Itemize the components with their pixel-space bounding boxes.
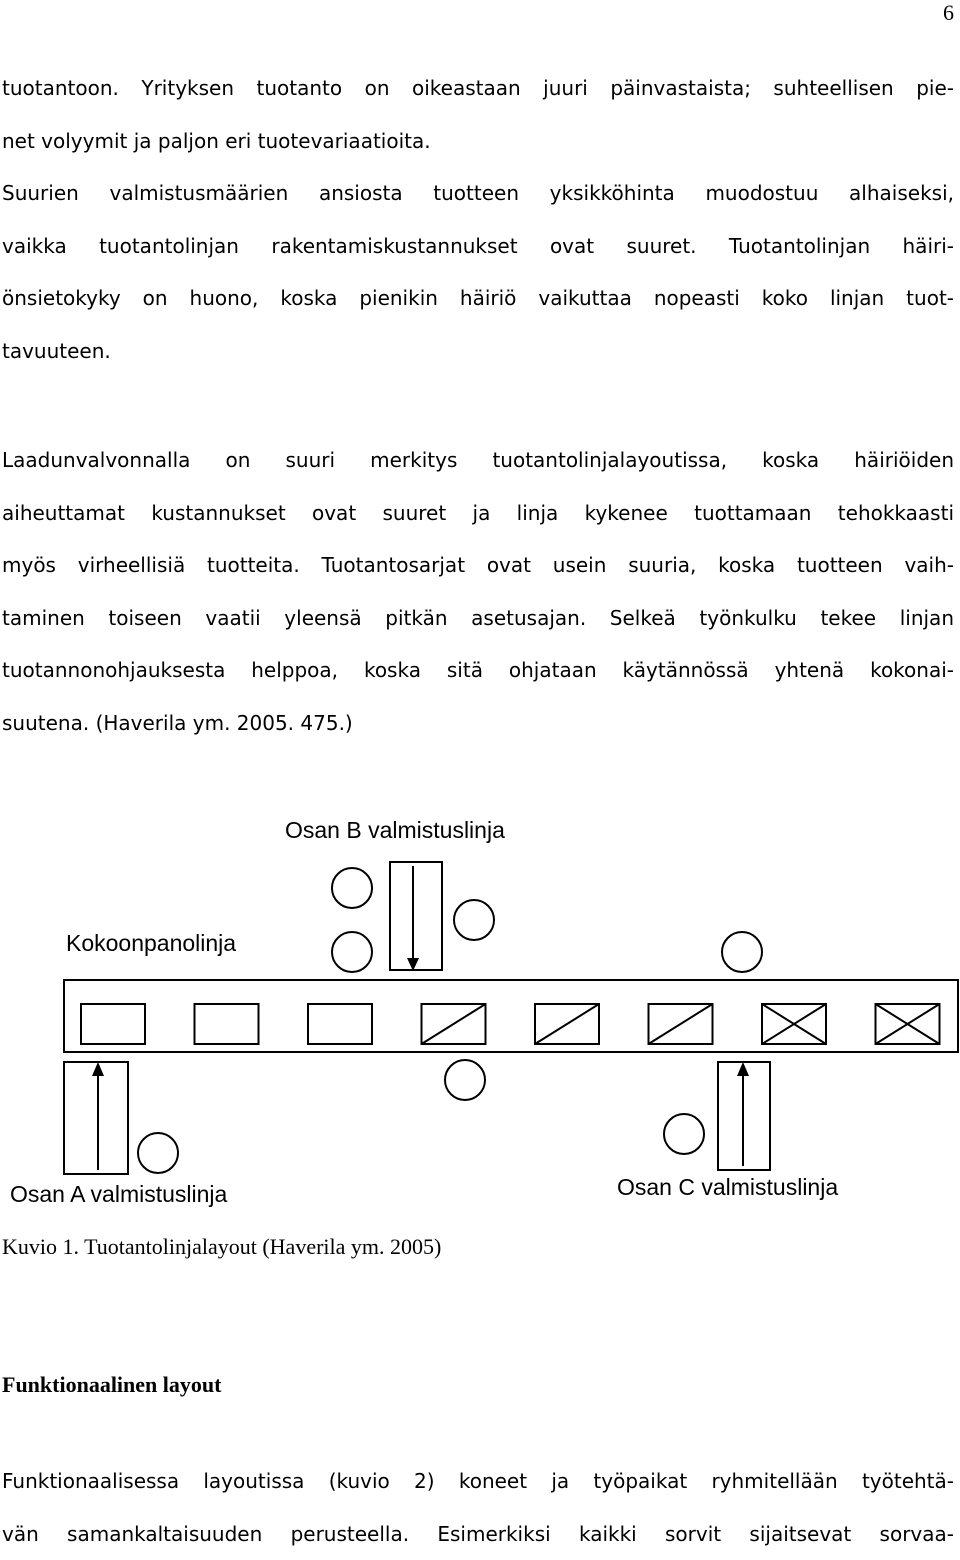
part-c-arrowhead: [737, 1062, 749, 1076]
paragraph-3: [2, 1455, 954, 1560]
text-line: aiheuttamat kustannukset ovat suuret ja linja kykenee tuottamaan tehokkaasti: [2, 487, 954, 540]
station-empty: [81, 1004, 145, 1044]
text-line: vän samankaltaisuuden perusteella. Esimerkiksi kaikki sorvit sijaitsevat sorvaa-: [2, 1508, 954, 1560]
assembly-stations: [81, 1004, 940, 1044]
text-line: suutena. (Haverila ym. 2005. 475.): [2, 697, 954, 750]
machine-circle: [722, 932, 762, 972]
part-a-arrowhead: [92, 1062, 104, 1076]
text-line: tuotannonohjauksesta helppoa, koska sitä ohjataan käytännössä yhtenä kokonai-: [2, 644, 954, 697]
text-line: Suurien valmistusmäärien ansiosta tuotteen yksikköhinta muodostuu alhaiseksi,: [2, 167, 954, 220]
label-part-a-line: Osan A valmistuslinja: [10, 1181, 227, 1208]
paragraph-1: [2, 62, 954, 377]
part-b-line-box: [390, 862, 442, 970]
production-line-figure: [0, 790, 960, 1230]
station-cross: [876, 1004, 940, 1044]
machine-circle: [332, 868, 372, 908]
layout-diagram: [0, 790, 960, 1230]
part-a-line-box: [64, 1062, 128, 1174]
text-line: önsietokyky on huono, koska pienikin häiriö vaikuttaa nopeasti koko linjan tuot-: [2, 272, 954, 325]
text-line: vaikka tuotantolinjan rakentamiskustannukset ovat suuret. Tuotantolinjan häiri-: [2, 220, 954, 273]
station-empty: [195, 1004, 259, 1044]
station-empty: [308, 1004, 372, 1044]
text-line: tavuuteen.: [2, 325, 954, 378]
assembly-line-box: [64, 980, 958, 1052]
label-part-c-line: Osan C valmistuslinja: [617, 1174, 838, 1201]
text-line: Laadunvalvonnalla on suuri merkitys tuotantolinjalayoutissa, koska häiriöiden: [2, 434, 954, 487]
label-assembly-line: Kokoonpanolinja: [66, 930, 236, 957]
station-cross: [762, 1004, 826, 1044]
station-diagonal: [535, 1004, 599, 1044]
machine-circle: [664, 1114, 704, 1154]
machine-circle: [454, 900, 494, 940]
figure-caption: Kuvio 1. Tuotantolinjalayout (Haverila ym. 2005): [2, 1234, 441, 1260]
machine-circle: [138, 1133, 178, 1173]
section-heading: Funktionaalinen layout: [2, 1372, 221, 1398]
text-line: Funktionaalisessa layoutissa (kuvio 2) koneet ja työpaikat ryhmitellään työtehtä-: [2, 1455, 954, 1508]
paragraph-2: [2, 434, 954, 749]
text-line: net volyymit ja paljon eri tuotevariaatioita.: [2, 115, 954, 168]
page-number: 6: [943, 0, 954, 26]
station-diagonal: [649, 1004, 713, 1044]
text-line: taminen toiseen vaatii yleensä pitkän asetusajan. Selkeä työnkulku tekee linjan: [2, 592, 954, 645]
station-diagonal: [422, 1004, 486, 1044]
text-line: tuotantoon. Yrityksen tuotanto on oikeastaan juuri päinvastaista; suhteellisen pie-: [2, 62, 954, 115]
label-part-b-line: Osan B valmistuslinja: [285, 817, 505, 844]
machine-circle: [445, 1060, 485, 1100]
text-line: myös virheellisiä tuotteita. Tuotantosarjat ovat usein suuria, koska tuotteen vaih-: [2, 539, 954, 592]
machine-circle: [332, 932, 372, 972]
